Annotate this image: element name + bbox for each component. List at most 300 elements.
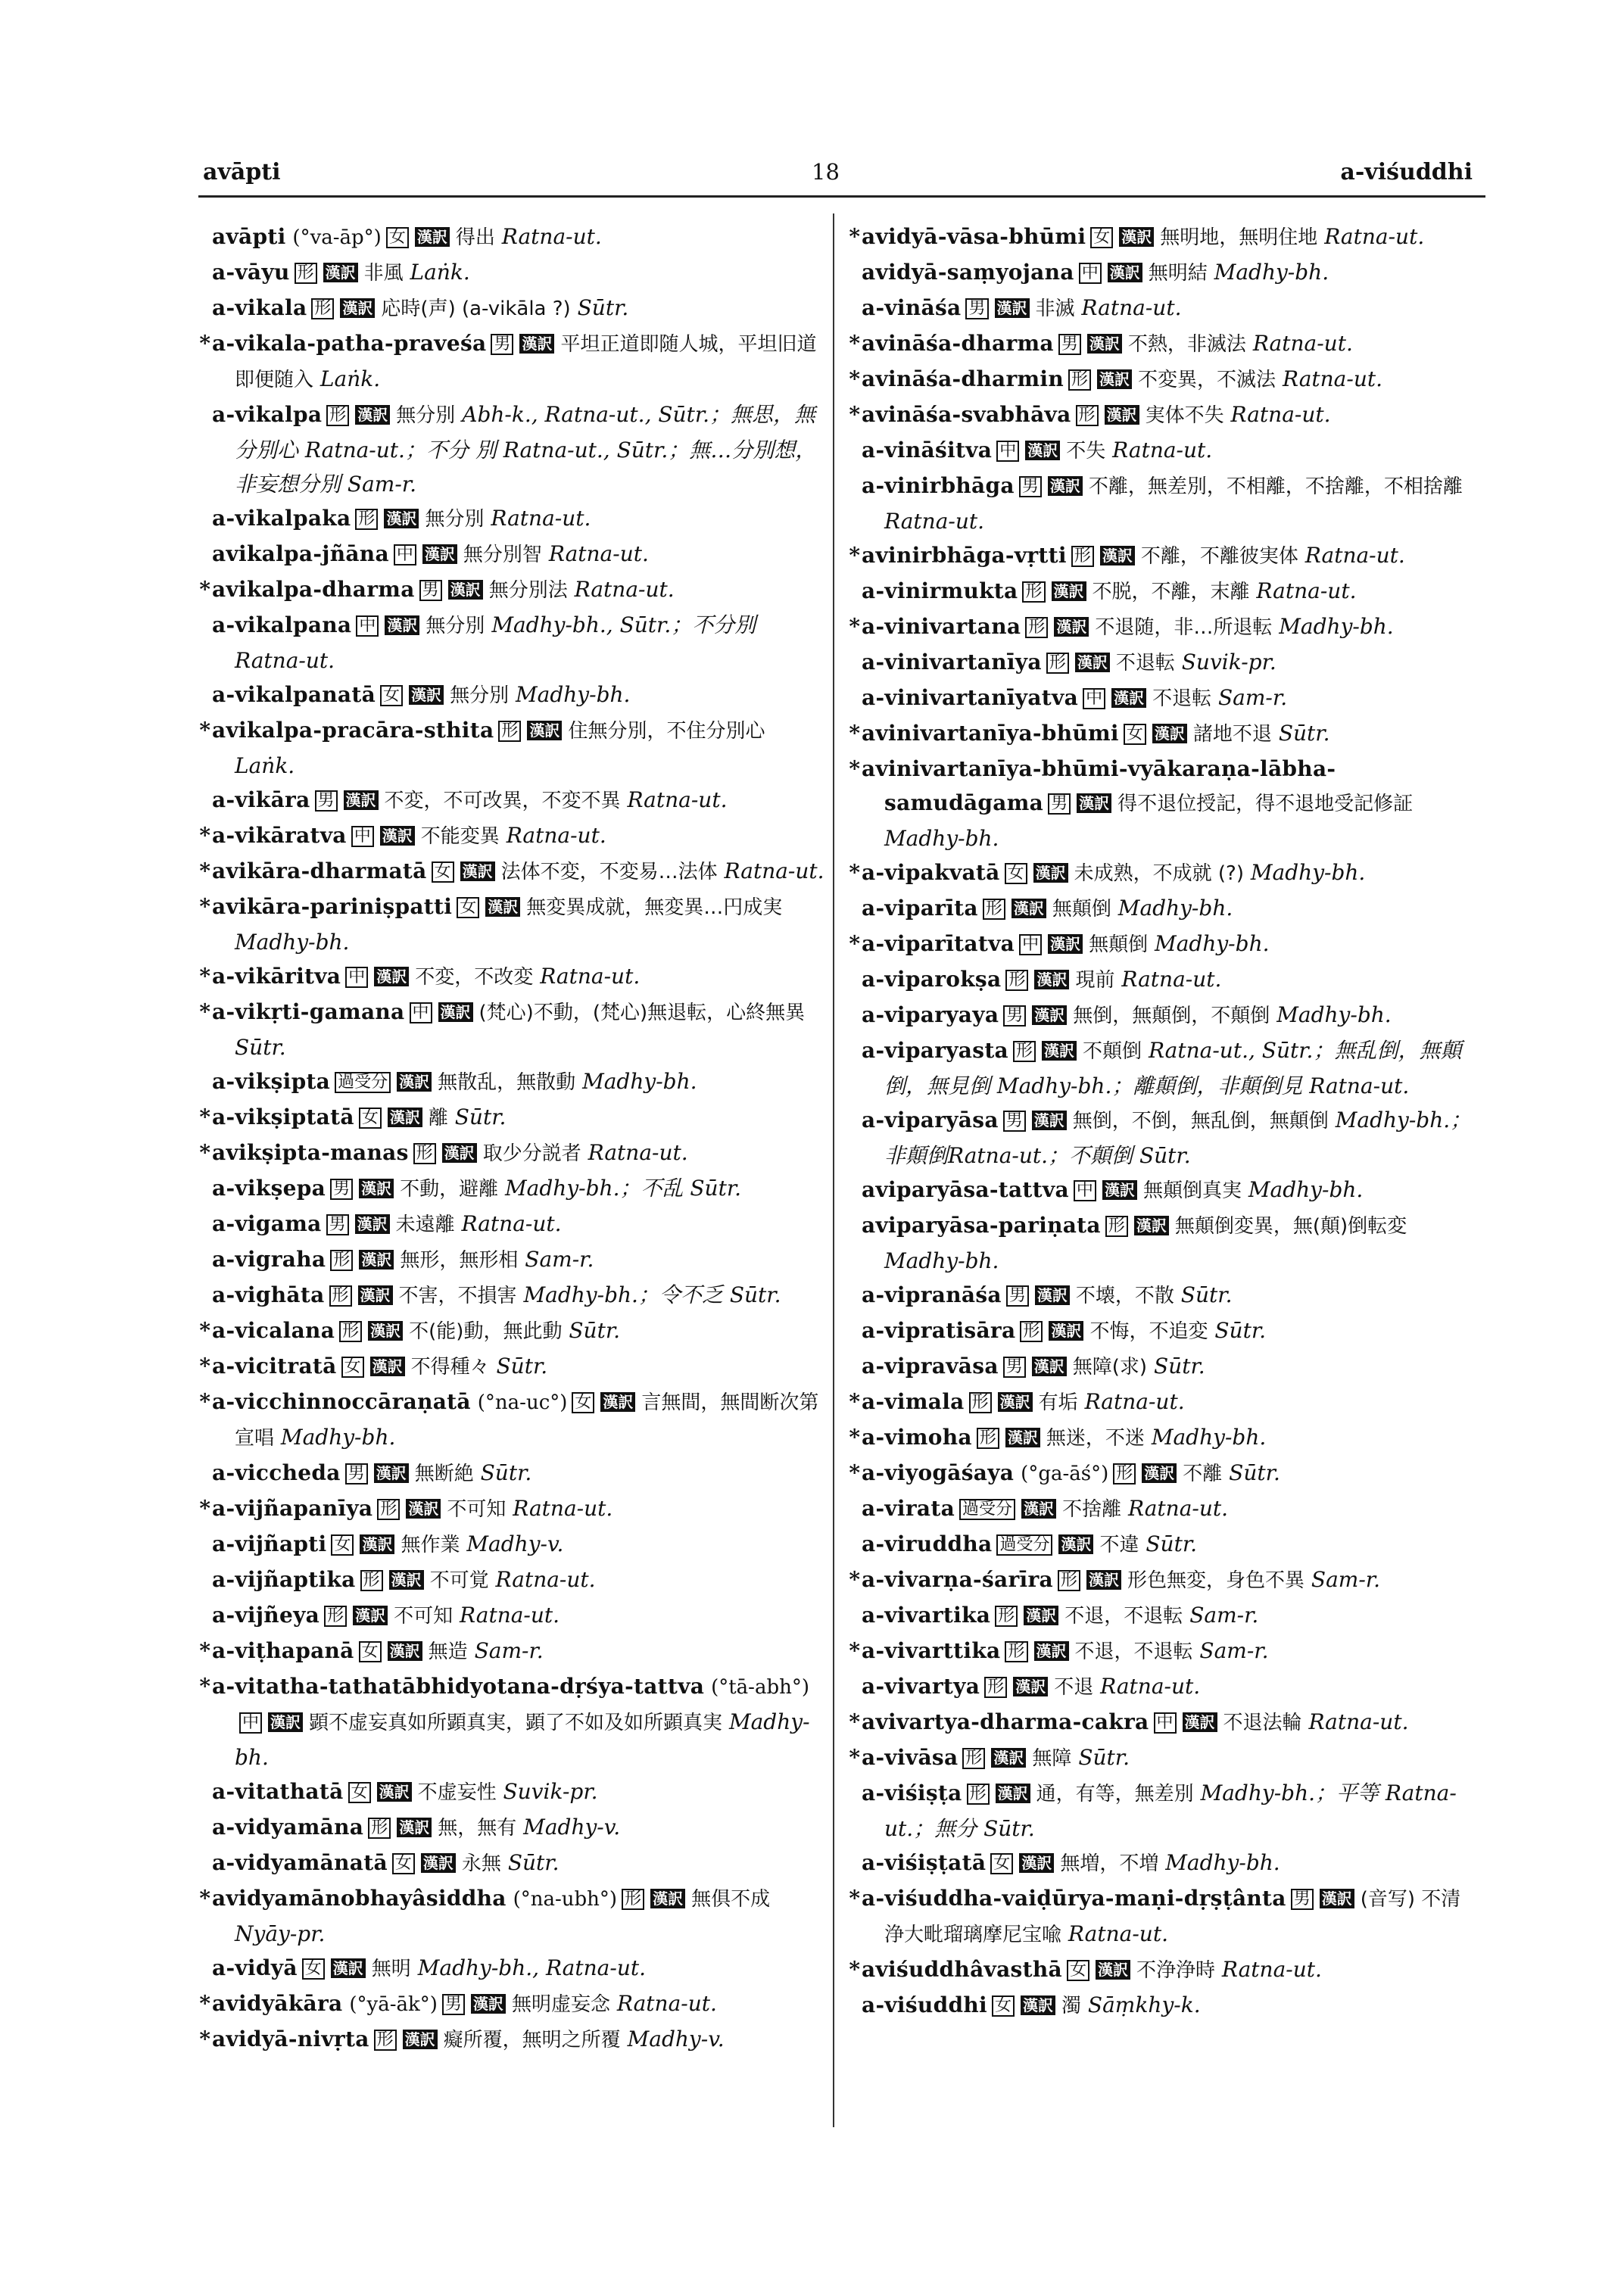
kanyaku-label: 漢訳 bbox=[1087, 334, 1122, 354]
translation: 無俱不成 bbox=[691, 1888, 771, 1911]
source-reference: Sūtr. bbox=[577, 295, 629, 320]
part-of-speech-label: 中 bbox=[356, 615, 379, 637]
part-of-speech-label: 中 bbox=[1083, 688, 1105, 709]
translation: 実体不失 bbox=[1145, 404, 1224, 427]
translation: 無増，不増 bbox=[1060, 1852, 1159, 1875]
source-reference: Sūtr. bbox=[1180, 1282, 1233, 1307]
kanyaku-label: 漢訳 bbox=[527, 721, 562, 740]
part-of-speech-label: 女 bbox=[1067, 1960, 1089, 1981]
new-entry-mark: * bbox=[849, 1638, 860, 1663]
translation: 不離，不離彼実体 bbox=[1140, 545, 1298, 568]
part-of-speech-label: 男 bbox=[419, 580, 442, 601]
translation: 不離 bbox=[1183, 1463, 1223, 1485]
dictionary-entry bbox=[198, 854, 827, 889]
translation: 不変異，不滅法 bbox=[1138, 369, 1276, 391]
dictionary-entry bbox=[198, 1527, 827, 1562]
kanyaku-label: 漢訳 bbox=[368, 1321, 403, 1341]
part-of-speech-label: 形 bbox=[1105, 1216, 1128, 1237]
dictionary-entry bbox=[848, 1349, 1476, 1385]
kanyaku-label: 漢訳 bbox=[422, 544, 457, 564]
dictionary-entry bbox=[848, 397, 1476, 433]
headword: aviparyāsa-pariṇata bbox=[862, 1213, 1101, 1238]
part-of-speech-label: 女 bbox=[359, 1108, 382, 1129]
source-reference: Sam-r. bbox=[1189, 1603, 1259, 1628]
translation: 不得種々 bbox=[410, 1356, 490, 1379]
headword: a-vinivartanīya bbox=[862, 650, 1042, 675]
kanyaku-label: 漢訳 bbox=[1152, 724, 1187, 743]
kanyaku-label: 漢訳 bbox=[370, 1357, 405, 1376]
dictionary-entry bbox=[848, 1669, 1476, 1705]
new-entry-mark: * bbox=[199, 1638, 210, 1663]
headword: a-vigraha bbox=[212, 1247, 326, 1272]
kanyaku-label: 漢訳 bbox=[1019, 1853, 1054, 1873]
headword: avinirbhāga-vṛtti bbox=[862, 543, 1067, 568]
headword: a-vijñapanīya bbox=[212, 1496, 373, 1521]
kanyaku-label: 漢訳 bbox=[358, 1285, 393, 1305]
source-reference: Madhy-bh., Ratna-ut. bbox=[417, 1955, 647, 1980]
dictionary-entry bbox=[198, 818, 827, 854]
translation: 癡所覆，無明之所覆 bbox=[443, 2029, 621, 2052]
dictionary-entry bbox=[198, 1456, 827, 1491]
translation: 無造 bbox=[428, 1640, 468, 1663]
kanyaku-label: 漢訳 bbox=[1048, 476, 1083, 496]
new-entry-mark: * bbox=[199, 1318, 210, 1343]
dictionary-entry bbox=[848, 1278, 1476, 1313]
headword: avidyā-vāsa-bhūmi bbox=[862, 224, 1086, 249]
part-of-speech-label: 女 bbox=[380, 685, 403, 706]
source-reference: Madhy-bh. bbox=[1151, 1425, 1267, 1450]
new-entry-mark: * bbox=[849, 1709, 860, 1734]
headword: a-vikāra bbox=[212, 787, 310, 812]
part-of-speech-label: 女 bbox=[392, 1853, 415, 1874]
part-of-speech-label: 女 bbox=[992, 1995, 1015, 2017]
translation: 無分別 bbox=[396, 404, 456, 427]
kanyaku-label: 漢訳 bbox=[268, 1712, 303, 1732]
part-of-speech-label: 形 bbox=[962, 1748, 985, 1769]
translation: 不動，避離 bbox=[400, 1178, 499, 1201]
translation: 不捨離 bbox=[1062, 1498, 1122, 1521]
headword-note: (°tā-abh°) bbox=[711, 1676, 809, 1699]
new-entry-mark: * bbox=[199, 964, 210, 989]
new-entry-mark: * bbox=[849, 1745, 860, 1770]
part-of-speech-label: 形 bbox=[1076, 405, 1099, 426]
dictionary-entry bbox=[848, 752, 1476, 855]
headword: a-vipravāsa bbox=[862, 1354, 999, 1379]
dictionary-entry bbox=[198, 1136, 827, 1171]
kanyaku-label: 漢訳 bbox=[355, 1214, 390, 1234]
new-entry-mark: * bbox=[849, 614, 860, 639]
new-entry-mark: * bbox=[849, 1425, 860, 1450]
kanyaku-label: 漢訳 bbox=[1025, 441, 1060, 460]
part-of-speech-label: 男 bbox=[491, 334, 513, 355]
kanyaku-label: 漢訳 bbox=[388, 1641, 422, 1661]
kanyaku-label: 漢訳 bbox=[1134, 1216, 1169, 1235]
page-number: 18 bbox=[812, 159, 840, 185]
translation: 不退 bbox=[1054, 1676, 1094, 1699]
dictionary-entry bbox=[198, 1242, 827, 1278]
headword: a-vivartya bbox=[862, 1674, 980, 1699]
dictionary-entry bbox=[848, 1033, 1476, 1103]
dictionary-entry bbox=[848, 1705, 1476, 1740]
kanyaku-label: 漢訳 bbox=[323, 263, 358, 282]
part-of-speech-label: 形 bbox=[368, 1818, 391, 1839]
part-of-speech-label: 形 bbox=[1113, 1463, 1136, 1485]
new-entry-mark: * bbox=[199, 1389, 210, 1414]
dictionary-entry bbox=[198, 1774, 827, 1810]
headword: a-viparītatva bbox=[862, 931, 1015, 956]
kanyaku-label: 漢訳 bbox=[1032, 1111, 1067, 1130]
translation: 無断絶 bbox=[414, 1463, 474, 1485]
new-entry-mark: * bbox=[199, 858, 210, 883]
kanyaku-label: 漢訳 bbox=[1005, 1428, 1040, 1447]
translation: 不可覚 bbox=[429, 1569, 489, 1592]
translation: 無倒，不倒，無乱倒，無顛倒 bbox=[1072, 1110, 1329, 1132]
headword: a-vikalpana bbox=[212, 612, 352, 637]
translation: 不変，不可改異，不変不異 bbox=[384, 790, 621, 812]
kanyaku-label: 漢訳 bbox=[385, 615, 419, 635]
headword-note: (°ga-āś°) bbox=[1021, 1463, 1109, 1485]
dictionary-entry bbox=[198, 2022, 827, 2058]
source-reference: Ratna-ut. bbox=[1256, 578, 1357, 603]
headword: a-vinirmukta bbox=[862, 578, 1018, 603]
kanyaku-label: 漢訳 bbox=[397, 1818, 432, 1837]
dictionary-entry bbox=[848, 855, 1476, 891]
dictionary-entry bbox=[848, 645, 1476, 681]
new-entry-mark: * bbox=[849, 1567, 860, 1592]
headword: a-vikṛti-gamana bbox=[212, 999, 405, 1024]
headword: a-viṭhapanā bbox=[212, 1638, 354, 1663]
part-of-speech-label: 男 bbox=[1003, 1111, 1026, 1132]
dictionary-entry bbox=[198, 1491, 827, 1527]
new-entry-mark: * bbox=[849, 756, 860, 781]
translation: 無散乱，無散動 bbox=[438, 1071, 576, 1094]
source-reference: Sam-r. bbox=[1311, 1567, 1380, 1592]
translation: 無，無有 bbox=[438, 1817, 517, 1840]
part-of-speech-label: 形 bbox=[969, 1392, 992, 1413]
source-reference: Ratna-ut. bbox=[616, 1991, 717, 2016]
kanyaku-label: 漢訳 bbox=[1097, 369, 1132, 389]
new-entry-mark: * bbox=[849, 366, 860, 391]
dictionary-entry bbox=[848, 1881, 1476, 1952]
kanyaku-label: 漢訳 bbox=[389, 1570, 424, 1590]
translation: 得不退位授記，得不退地受記修証 bbox=[1117, 793, 1414, 815]
source-reference: Sam-r. bbox=[1218, 685, 1288, 710]
part-of-speech-label: 形 bbox=[1020, 1321, 1043, 1342]
left-column bbox=[198, 220, 827, 2058]
part-of-speech-label: 形 bbox=[1005, 970, 1028, 991]
translation: 無分別 bbox=[425, 508, 485, 531]
translation: 住無分別，不住分別心 bbox=[568, 720, 765, 743]
headword: a-vivartika bbox=[862, 1603, 991, 1628]
dictionary-entry bbox=[198, 537, 827, 572]
translation: 無作業 bbox=[401, 1534, 460, 1556]
source-reference: Ratna-ut. bbox=[574, 577, 675, 602]
translation: 無明虚妄念 bbox=[511, 1993, 610, 2016]
headword: a-vitatha-tathatābhidyotana-dṛśya-tattva bbox=[212, 1674, 705, 1699]
source-reference: Ratna-ut. bbox=[1252, 331, 1353, 356]
new-entry-mark: * bbox=[199, 1104, 210, 1129]
kanyaku-label: 漢訳 bbox=[1024, 1606, 1058, 1625]
headword: a-vivarṇa-śarīra bbox=[862, 1567, 1053, 1592]
headword: avidyā-saṃyojana bbox=[862, 260, 1074, 285]
dictionary-entry bbox=[198, 1313, 827, 1349]
translation: 無障 bbox=[1032, 1747, 1072, 1770]
translation: 離 bbox=[428, 1107, 448, 1129]
translation: 不害，不損害 bbox=[398, 1285, 517, 1307]
source-reference: Madhy-bh. bbox=[1250, 860, 1366, 885]
headword: avināśa-svabhāva bbox=[862, 402, 1071, 427]
kanyaku-label: 漢訳 bbox=[438, 1002, 473, 1022]
headword: a-vikṣiptatā bbox=[212, 1104, 354, 1129]
source-reference: Madhy-bh. bbox=[280, 1425, 396, 1450]
source-reference: Ratna-ut. bbox=[1068, 1921, 1168, 1946]
kanyaku-label: 漢訳 bbox=[995, 298, 1030, 318]
part-of-speech-label: 中 bbox=[410, 1002, 432, 1023]
source-reference: Ratna-ut. bbox=[501, 224, 602, 249]
source-reference: Sāṃkhy-k. bbox=[1087, 1992, 1201, 2017]
translation: 無明地，無明住地 bbox=[1160, 226, 1318, 249]
headword: a-viparīta bbox=[862, 896, 978, 921]
headword: a-vijñeya bbox=[212, 1603, 320, 1628]
headword: a-virata bbox=[862, 1496, 955, 1521]
dictionary-entry bbox=[848, 574, 1476, 609]
kanyaku-label: 漢訳 bbox=[1021, 1995, 1055, 2015]
source-reference: Madhy-v. bbox=[627, 2027, 725, 2052]
kanyaku-label: 漢訳 bbox=[377, 1782, 412, 1802]
translation: 無分別 bbox=[450, 684, 510, 707]
headword: a-vitathatā bbox=[212, 1779, 344, 1804]
translation: (音写) 不清浄大毗瑠璃摩尼宝喩 bbox=[884, 1888, 1461, 1946]
part-of-speech-label: 男 bbox=[442, 1994, 465, 2015]
dictionary-entry bbox=[198, 1562, 827, 1598]
source-reference: Abh-k., Ratna-ut., Sūtr.；無思，無分別心 Ratna-ut.；不分 別 Ratna-ut., Sūtr.；無…分別想，非妄想分別 Sam-r. bbox=[235, 402, 817, 497]
kanyaku-label: 漢訳 bbox=[460, 861, 495, 881]
headword: a-vimoha bbox=[862, 1425, 972, 1450]
dictionary-entry bbox=[198, 783, 827, 818]
new-entry-mark: * bbox=[199, 823, 210, 848]
headword: avinivartanīya-bhūmi bbox=[862, 721, 1119, 746]
translation: 無顛倒変異，無(顛)倒転変 bbox=[1174, 1215, 1407, 1238]
dictionary-entry bbox=[848, 998, 1476, 1033]
source-reference: Ratna-ut. bbox=[461, 1211, 562, 1236]
translation: 形色無変，身色不異 bbox=[1127, 1569, 1304, 1592]
part-of-speech-label: 女 bbox=[572, 1392, 594, 1413]
dictionary-entry bbox=[198, 1634, 827, 1669]
source-reference: Ratna-ut. bbox=[1127, 1496, 1229, 1521]
headword: aviparyāsa-tattva bbox=[862, 1177, 1069, 1202]
source-reference: Ratna-ut. bbox=[1324, 224, 1425, 249]
new-entry-mark: * bbox=[849, 860, 860, 885]
dictionary-entry bbox=[848, 1103, 1476, 1173]
headword: a-vidyamānatā bbox=[212, 1850, 388, 1875]
kanyaku-label: 漢訳 bbox=[355, 405, 390, 425]
new-entry-mark: * bbox=[849, 1886, 860, 1911]
dictionary-entry bbox=[848, 927, 1476, 962]
dictionary-entry bbox=[848, 469, 1476, 538]
part-of-speech-label: 中 bbox=[996, 441, 1019, 462]
kanyaku-label: 漢訳 bbox=[442, 1143, 477, 1163]
kanyaku-label: 漢訳 bbox=[374, 967, 409, 986]
kanyaku-label: 漢訳 bbox=[1052, 581, 1086, 601]
source-reference: Madhy-bh. bbox=[884, 1248, 999, 1273]
part-of-speech-label: 女 bbox=[457, 897, 479, 918]
headword: a-vijñapti bbox=[212, 1531, 327, 1556]
dictionary-entry bbox=[198, 1171, 827, 1207]
part-of-speech-label: 過受分 bbox=[996, 1534, 1052, 1556]
translation: 不壊，不散 bbox=[1075, 1285, 1174, 1307]
kanyaku-label: 漢訳 bbox=[344, 790, 379, 810]
translation: 不(能)動，無此動 bbox=[409, 1320, 563, 1343]
source-reference: Madhy-bh., Sūtr.；不分別 Ratna-ut. bbox=[235, 612, 756, 673]
kanyaku-label: 漢訳 bbox=[359, 1250, 394, 1270]
translation: 無明 bbox=[371, 1958, 411, 1980]
source-reference: Ratna-ut. bbox=[1084, 1389, 1185, 1414]
source-reference: Madhy-bh. bbox=[1214, 260, 1329, 285]
source-reference: Madhy-bh.；不乱 Sūtr. bbox=[505, 1176, 742, 1201]
source-reference: Sūtr. bbox=[1153, 1354, 1205, 1379]
part-of-speech-label: 女 bbox=[302, 1958, 325, 1980]
translation: 無迷，不迷 bbox=[1046, 1427, 1145, 1450]
headword-note: (°na-ubh°) bbox=[513, 1888, 618, 1911]
kanyaku-label: 漢訳 bbox=[1054, 617, 1089, 637]
dictionary-entry bbox=[848, 1562, 1476, 1598]
part-of-speech-label: 形 bbox=[324, 1606, 347, 1627]
source-reference: Sūtr. bbox=[1146, 1531, 1198, 1556]
kanyaku-label: 漢訳 bbox=[1058, 1534, 1093, 1554]
kanyaku-label: 漢訳 bbox=[1034, 1641, 1069, 1661]
headword: a-viśuddha-vaiḍūrya-maṇi-dṛṣṭânta bbox=[862, 1886, 1286, 1911]
source-reference: Madhy-bh. bbox=[1279, 614, 1394, 639]
source-reference: Ratna-ut. bbox=[513, 1496, 613, 1521]
part-of-speech-label: 女 bbox=[359, 1641, 382, 1662]
kanyaku-label: 漢訳 bbox=[384, 509, 419, 528]
source-reference: Madhy-bh. bbox=[884, 826, 999, 851]
dictionary-entry bbox=[848, 255, 1476, 291]
headword: a-vinirbhāga bbox=[862, 473, 1015, 498]
part-of-speech-label: 形 bbox=[1046, 653, 1069, 674]
source-reference: Sūtr. bbox=[507, 1850, 560, 1875]
source-reference: Madhy-bh. bbox=[582, 1069, 697, 1094]
source-reference: Sūtr. bbox=[1229, 1460, 1280, 1485]
translation: 得出 bbox=[455, 226, 495, 249]
dictionary-entry bbox=[198, 1064, 827, 1100]
source-reference: Ratna-ut. bbox=[1304, 543, 1405, 568]
headword: a-vimala bbox=[862, 1389, 965, 1414]
dictionary-entry bbox=[848, 1988, 1476, 2024]
kanyaku-label: 漢訳 bbox=[1032, 1357, 1067, 1376]
dictionary-entry bbox=[848, 1173, 1476, 1208]
dictionary-entry bbox=[198, 678, 827, 713]
part-of-speech-label: 男 bbox=[315, 790, 338, 812]
part-of-speech-label: 形 bbox=[374, 2030, 397, 2051]
part-of-speech-label: 形 bbox=[498, 721, 521, 742]
source-reference: Sūtr. bbox=[1214, 1318, 1267, 1343]
dictionary-entry bbox=[848, 1952, 1476, 1988]
dictionary-entry bbox=[848, 291, 1476, 326]
headword: avivartya-dharma-cakra bbox=[862, 1709, 1149, 1734]
headword: avikalpa-pracāra-sthita bbox=[212, 718, 494, 743]
dictionary-entry bbox=[848, 1456, 1476, 1491]
source-reference: Madhy-bh.；令不乏 Sūtr. bbox=[523, 1282, 781, 1307]
source-reference: Sūtr. bbox=[496, 1354, 548, 1379]
part-of-speech-label: 男 bbox=[1006, 1285, 1029, 1307]
part-of-speech-label: 男 bbox=[1019, 476, 1042, 497]
kanyaku-label: 漢訳 bbox=[340, 298, 375, 318]
header-right-guideword: a-viśuddhi bbox=[1340, 159, 1473, 185]
part-of-speech-label: 女 bbox=[331, 1534, 354, 1556]
source-reference: Ratna-ut. bbox=[588, 1140, 688, 1165]
new-entry-mark: * bbox=[199, 331, 210, 356]
headword: avikāra-pariniṣpatti bbox=[212, 894, 453, 919]
part-of-speech-label: 中 bbox=[345, 967, 368, 988]
translation: 不脱，不離，末離 bbox=[1092, 581, 1250, 603]
headword: avidyamānobhayâsiddha bbox=[212, 1886, 507, 1911]
dictionary-entry bbox=[198, 959, 827, 995]
source-reference: Madhy-bh. bbox=[1165, 1850, 1280, 1875]
source-reference: Ratna-ut. bbox=[1221, 1957, 1322, 1982]
source-reference: Sūtr. bbox=[569, 1318, 621, 1343]
source-reference: Nyāy-pr. bbox=[235, 1921, 326, 1946]
kanyaku-label: 漢訳 bbox=[991, 1748, 1026, 1768]
source-reference: Sūtr. bbox=[1278, 721, 1330, 746]
new-entry-mark: * bbox=[849, 1389, 860, 1414]
kanyaku-label: 漢訳 bbox=[1011, 899, 1046, 918]
kanyaku-label: 漢訳 bbox=[1032, 1005, 1067, 1025]
headword-note: (°va-āp°) bbox=[292, 226, 382, 249]
headword: a-viparyaya bbox=[862, 1002, 999, 1027]
kanyaku-label: 漢訳 bbox=[1049, 1321, 1083, 1341]
headword: a-vivarttika bbox=[862, 1638, 1001, 1663]
headword: avinivartanīya-bhūmi-vyākaraṇa-lābha-samudāgama bbox=[862, 756, 1336, 815]
kanyaku-label: 漢訳 bbox=[1320, 1889, 1354, 1908]
part-of-speech-label: 女 bbox=[341, 1357, 364, 1378]
dictionary-entry bbox=[198, 326, 827, 397]
dictionary-entry bbox=[848, 538, 1476, 574]
translation: 不離，無差別，不相離，不捨離，不相捨離 bbox=[1088, 475, 1463, 498]
kanyaku-label: 漢訳 bbox=[998, 1392, 1033, 1412]
translation: 法体不変，不変易…法体 bbox=[500, 861, 718, 883]
kanyaku-label: 漢訳 bbox=[471, 1994, 506, 2014]
new-entry-mark: * bbox=[199, 718, 210, 743]
translation: 無倒，無顛倒，不顛倒 bbox=[1073, 1005, 1270, 1027]
translation: 不変，不改変 bbox=[415, 966, 534, 989]
headword: aviśuddhâvasthā bbox=[862, 1957, 1062, 1982]
source-reference: Madhy-bh.；非顛倒Ratna-ut.；不顛倒 Sūtr. bbox=[884, 1108, 1472, 1168]
part-of-speech-label: 形 bbox=[330, 1250, 353, 1271]
kanyaku-label: 漢訳 bbox=[600, 1392, 635, 1412]
headword: avināśa-dharmin bbox=[862, 366, 1064, 391]
kanyaku-label: 漢訳 bbox=[421, 1853, 456, 1873]
translation: 不退法輪 bbox=[1223, 1712, 1302, 1734]
headword: avidyā-nivṛta bbox=[212, 2027, 369, 2052]
headword: a-vivāsa bbox=[862, 1745, 959, 1770]
part-of-speech-label: 形 bbox=[360, 1570, 383, 1591]
source-reference: Laṅk. bbox=[235, 753, 295, 778]
source-reference: Ratna-ut. bbox=[627, 787, 728, 812]
dictionary-entry bbox=[848, 716, 1476, 752]
headword: a-vāyu bbox=[212, 260, 290, 285]
source-reference: Sūtr. bbox=[1078, 1745, 1130, 1770]
translation: 不可知 bbox=[394, 1605, 454, 1628]
headword: a-viśuddhi bbox=[862, 1992, 987, 2017]
translation: 現前 bbox=[1075, 969, 1115, 992]
headword-note: (°yā-āk°) bbox=[349, 1993, 438, 2016]
dictionary-entry bbox=[198, 1846, 827, 1881]
part-of-speech-label: 中 bbox=[239, 1712, 262, 1734]
new-entry-mark: * bbox=[199, 1886, 210, 1911]
source-reference: Ratna-ut. bbox=[540, 964, 641, 989]
headword: a-vigama bbox=[212, 1211, 322, 1236]
